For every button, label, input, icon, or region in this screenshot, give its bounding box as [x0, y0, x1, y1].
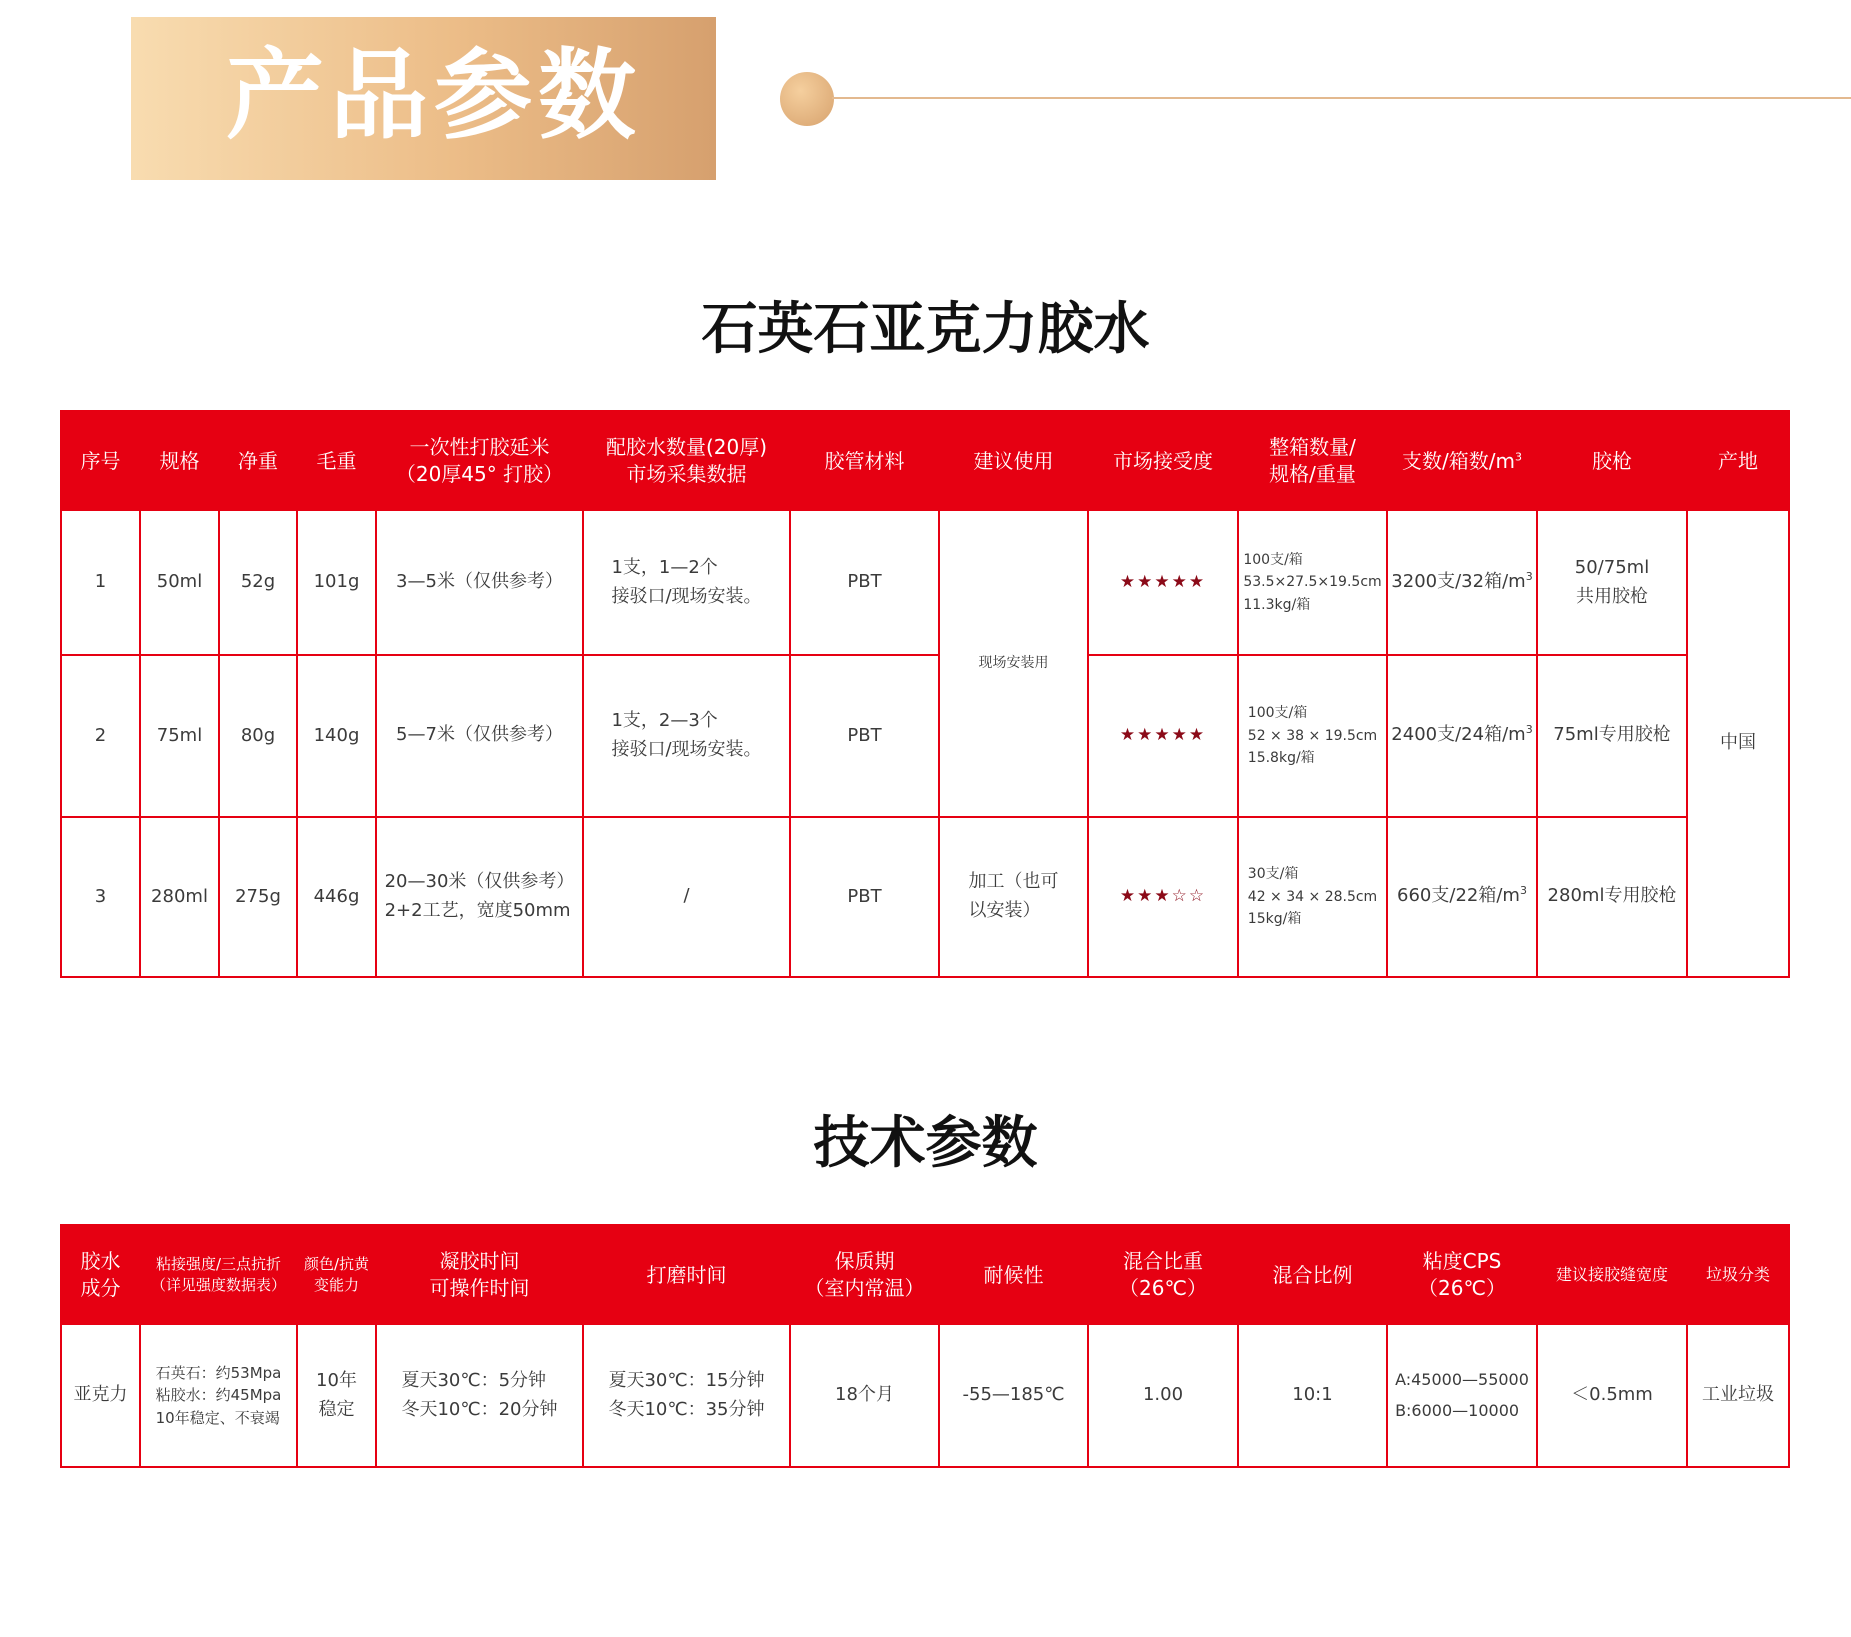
- product-header-row: [61, 411, 1789, 510]
- header-cell: 打磨时间: [583, 1225, 790, 1324]
- shelf-life-cell: 18个月: [790, 1324, 939, 1467]
- glue-gun-cell: 50/75ml 共用胶枪: [1537, 510, 1687, 655]
- tube-material-cell: PBT: [790, 817, 939, 977]
- rating-cell: [1088, 817, 1238, 977]
- origin-cell: 中国: [1687, 510, 1789, 977]
- header-cell: 凝胶时间 可操作时间: [376, 1225, 583, 1324]
- glue-quantity-cell: 1支，2—3个 接驳口/现场安装。: [583, 655, 790, 817]
- gross-weight-cell: 140g: [297, 655, 376, 817]
- header-cell: 规格: [140, 411, 219, 510]
- product-section-title: 石英石亚克力胶水: [701, 297, 1150, 362]
- density-cell: 3200支/32箱$/m^3$: [1387, 510, 1537, 655]
- mix-ratio-cell: 10:1: [1238, 1324, 1387, 1467]
- row-number: 1: [61, 510, 140, 655]
- spec-cell: 75ml: [140, 655, 219, 817]
- usage-cell: 加工（也可 以安装）: [939, 817, 1088, 977]
- color-stability-cell: 10年 稳定: [297, 1324, 376, 1467]
- rating-stars: ★★★☆☆: [1119, 886, 1207, 906]
- gross-weight-cell: 446g: [297, 817, 376, 977]
- spec-cell: 280ml: [140, 817, 219, 977]
- banner-title: 产品参数: [226, 39, 643, 153]
- header-cell: 配胶水数量(20厚) 市场采集数据: [583, 411, 790, 510]
- header-cell: 序号: [61, 411, 140, 510]
- joint-width-cell: ＜0.5mm: [1537, 1324, 1687, 1467]
- banner-dot-decoration: [780, 72, 834, 126]
- glue-gun-cell: 280ml专用胶枪: [1537, 817, 1687, 977]
- header-cell: 市场接受度: [1088, 411, 1238, 510]
- header-cell: 胶水 成分: [61, 1225, 140, 1324]
- header-cell: 整箱数量/ 规格/重量: [1238, 411, 1387, 510]
- header-cell: 混合比例: [1238, 1225, 1387, 1324]
- table-row: [61, 1324, 1789, 1467]
- product-table: [60, 410, 1790, 978]
- header-cell: 毛重: [297, 411, 376, 510]
- rating-stars: ★★★★★: [1119, 725, 1207, 745]
- header-cell: 粘接强度/三点抗折 （详见强度数据表）: [140, 1225, 297, 1324]
- weather-resistance-cell: -55—185℃: [939, 1324, 1088, 1467]
- gross-weight-cell: 101g: [297, 510, 376, 655]
- gel-time-cell: 夏天30℃：5分钟 冬天10℃：20分钟: [376, 1324, 583, 1467]
- rating-cell: [1088, 655, 1238, 817]
- row-number: 3: [61, 817, 140, 977]
- meters-cell: 5—7米（仅供参考）: [376, 655, 583, 817]
- usage-cell-merged: 现场安装用: [939, 510, 1088, 817]
- header-cell: 支数/箱数$/m^3$: [1387, 411, 1537, 510]
- header-cell: 粘度CPS （26℃）: [1387, 1225, 1537, 1324]
- header-cell: 净重: [219, 411, 297, 510]
- sanding-time-cell: 夏天30℃：15分钟 冬天10℃：35分钟: [583, 1324, 790, 1467]
- net-weight-cell: 52g: [219, 510, 297, 655]
- header-cell: 胶枪: [1537, 411, 1687, 510]
- box-spec-cell: 100支/箱 52 × 38 × 19.5cm 15.8kg/箱: [1238, 655, 1387, 817]
- banner-divider-line: [832, 97, 1851, 99]
- header-cell: 胶管材料: [790, 411, 939, 510]
- table-row: [61, 817, 1789, 977]
- density-cell: 2400支/24箱$/m^3$: [1387, 655, 1537, 817]
- header-cell: 一次性打胶延米 （20厚45° 打胶）: [376, 411, 583, 510]
- net-weight-cell: 80g: [219, 655, 297, 817]
- viscosity-cell: A:45000—55000 B:6000—10000: [1387, 1324, 1537, 1467]
- glue-gun-cell: 75ml专用胶枪: [1537, 655, 1687, 817]
- meters-cell: 20—30米（仅供参考） 2+2工艺，宽度50mm: [376, 817, 583, 977]
- glue-quantity-cell: 1支，1—2个 接驳口/现场安装。: [583, 510, 790, 655]
- glue-quantity-cell: /: [583, 817, 790, 977]
- density-cell: 660支/22箱$/m^3$: [1387, 817, 1537, 977]
- spec-cell: 50ml: [140, 510, 219, 655]
- banner: [131, 17, 716, 180]
- tube-material-cell: PBT: [790, 655, 939, 817]
- net-weight-cell: 275g: [219, 817, 297, 977]
- rating-stars: ★★★★★: [1119, 571, 1207, 592]
- tech-header-row: [61, 1225, 1789, 1324]
- box-spec-cell: 100支/箱 53.5×27.5×19.5cm 11.3kg/箱: [1238, 510, 1387, 655]
- mix-density-cell: 1.00: [1088, 1324, 1238, 1467]
- header-cell: 建议使用: [939, 411, 1088, 510]
- header-cell: 保质期 （室内常温）: [790, 1225, 939, 1324]
- tube-material-cell: PBT: [790, 510, 939, 655]
- header-cell: 垃圾分类: [1687, 1225, 1789, 1324]
- header-cell: 建议接胶缝宽度: [1537, 1225, 1687, 1324]
- box-spec-cell: 30支/箱 42 × 34 × 28.5cm 15kg/箱: [1238, 817, 1387, 977]
- header-cell: 混合比重 （26℃）: [1088, 1225, 1238, 1324]
- header-cell: 颜色/抗黄 变能力: [297, 1225, 376, 1324]
- tech-table: [60, 1224, 1790, 1468]
- tech-section-title: 技术参数: [813, 1111, 1038, 1176]
- header-cell: 产地: [1687, 411, 1789, 510]
- table-row: [61, 655, 1789, 817]
- component-cell: 亚克力: [61, 1324, 140, 1467]
- rating-cell: [1088, 510, 1238, 655]
- waste-category-cell: 工业垃圾: [1687, 1324, 1789, 1467]
- meters-cell: 3—5米（仅供参考）: [376, 510, 583, 655]
- strength-cell: 石英石：约53Mpa 粘胶水：约45Mpa 10年稳定、不衰竭: [140, 1324, 297, 1467]
- row-number: 2: [61, 655, 140, 817]
- header-cell: 耐候性: [939, 1225, 1088, 1324]
- table-row: [61, 510, 1789, 655]
